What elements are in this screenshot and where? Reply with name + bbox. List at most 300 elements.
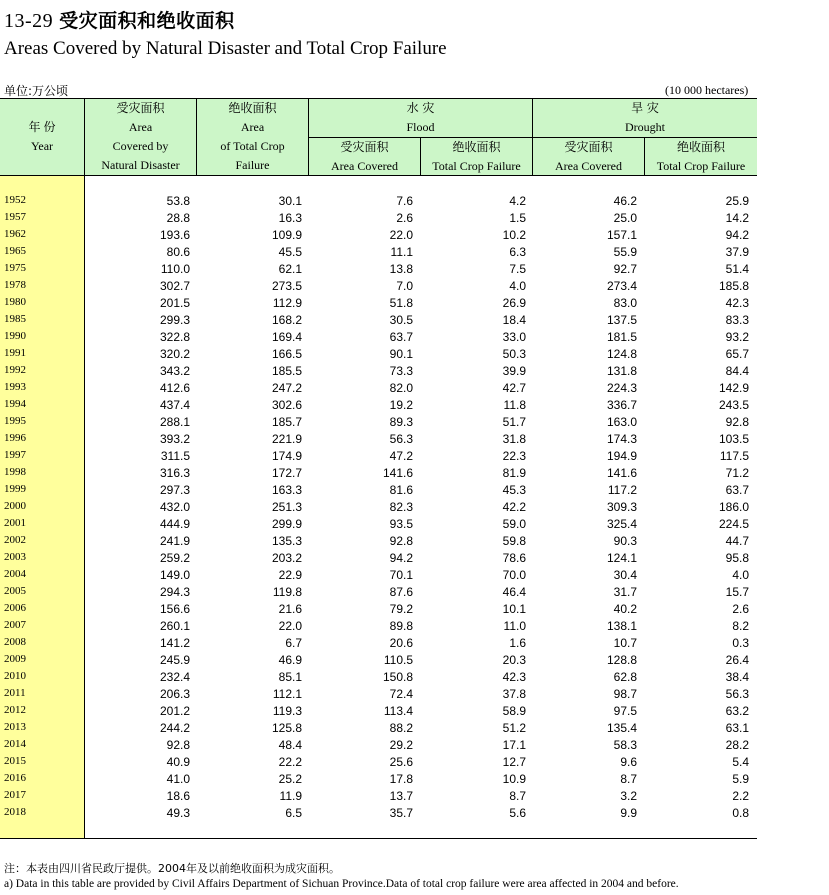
- failure-cell: 6.5: [285, 806, 302, 820]
- flood-covered-cell: 17.8: [389, 772, 413, 786]
- year-cell: 2009: [4, 653, 26, 665]
- drought-covered-cell: 224.3: [606, 381, 637, 395]
- drought-failure-cell: 92.8: [725, 415, 749, 429]
- drought-covered-cell: 273.4: [606, 279, 637, 293]
- header-drought-failure-en: Total Crop Failure: [656, 159, 746, 173]
- flood-covered-cell: 110.5: [383, 653, 413, 667]
- drought-failure-cell: 2.6: [732, 602, 749, 616]
- table-row: [0, 772, 757, 789]
- flood-covered-cell: 93.5: [389, 517, 413, 531]
- footnote-cn: 注：本表由四川省民政厅提供。2004年及以前绝收面积为成灾面积。: [4, 862, 340, 875]
- covered-cell: 40.9: [166, 755, 190, 769]
- flood-failure-cell: 20.3: [502, 653, 526, 667]
- drought-failure-cell: 142.9: [718, 381, 749, 395]
- flood-covered-cell: 113.4: [383, 704, 413, 718]
- covered-cell: 232.4: [159, 670, 190, 684]
- drought-covered-cell: 90.3: [613, 534, 637, 548]
- covered-cell: 316.3: [159, 466, 190, 480]
- covered-cell: 343.2: [159, 364, 190, 378]
- header-drought-covered: [533, 138, 644, 176]
- flood-failure-cell: 10.2: [502, 228, 526, 242]
- drought-covered-cell: 8.7: [620, 772, 637, 786]
- year-cell: 1965: [4, 245, 26, 257]
- header-drought-covered-en: Area Covered: [555, 159, 622, 173]
- year-cell: 2006: [4, 602, 26, 614]
- failure-cell: 22.9: [278, 568, 302, 582]
- failure-cell: 166.5: [271, 347, 302, 361]
- drought-failure-cell: 186.0: [718, 500, 749, 514]
- failure-cell: 30.1: [278, 194, 302, 208]
- table-row: [0, 330, 757, 347]
- flood-failure-cell: 5.6: [509, 806, 526, 820]
- failure-cell: 85.1: [278, 670, 302, 684]
- table-title-cn: [4, 6, 235, 33]
- year-cell: 2002: [4, 534, 26, 546]
- divider: [308, 137, 757, 138]
- covered-cell: 302.7: [159, 279, 190, 293]
- failure-cell: 112.9: [272, 296, 302, 310]
- covered-cell: 110.0: [160, 262, 190, 276]
- flood-covered-cell: 11.1: [390, 245, 413, 259]
- drought-failure-cell: 44.7: [725, 534, 749, 548]
- year-cell: 2000: [4, 500, 26, 512]
- covered-cell: 201.2: [159, 704, 190, 718]
- drought-covered-cell: 163.0: [606, 415, 637, 429]
- table-row: [0, 296, 757, 313]
- covered-cell: 156.6: [159, 602, 190, 616]
- flood-failure-cell: 51.7: [502, 415, 526, 429]
- failure-cell: 135.3: [271, 534, 302, 548]
- flood-covered-cell: 25.6: [389, 755, 413, 769]
- failure-cell: 119.3: [272, 704, 302, 718]
- year-cell: 1995: [4, 415, 26, 427]
- drought-covered-cell: 46.2: [613, 194, 637, 208]
- table-row: [0, 398, 757, 415]
- failure-cell: 169.4: [271, 330, 302, 344]
- drought-covered-cell: 131.8: [606, 364, 637, 378]
- flood-covered-cell: 20.6: [389, 636, 413, 650]
- flood-failure-cell: 26.9: [502, 296, 526, 310]
- drought-failure-cell: 0.8: [732, 806, 749, 820]
- year-cell: 1991: [4, 347, 26, 359]
- header-flood: [309, 99, 532, 137]
- year-cell: 2005: [4, 585, 26, 597]
- flood-covered-cell: 7.0: [396, 279, 413, 293]
- header-flood-failure: [421, 138, 532, 176]
- failure-cell: 302.6: [271, 398, 302, 412]
- flood-covered-cell: 19.2: [389, 398, 413, 412]
- failure-cell: 203.2: [271, 551, 302, 565]
- table-row: [0, 194, 757, 211]
- drought-failure-cell: 14.2: [725, 211, 749, 225]
- drought-failure-cell: 56.3: [725, 687, 749, 701]
- drought-covered-cell: 97.5: [613, 704, 637, 718]
- table-row: [0, 279, 757, 296]
- table-row: [0, 653, 757, 670]
- covered-cell: 288.1: [159, 415, 190, 429]
- table-row: [0, 602, 757, 619]
- covered-cell: 241.9: [159, 534, 190, 548]
- year-cell: 1994: [4, 398, 26, 410]
- flood-covered-cell: 79.2: [389, 602, 413, 616]
- table-row: [0, 789, 757, 806]
- flood-failure-cell: 12.7: [502, 755, 526, 769]
- table-row: [0, 568, 757, 585]
- table-bottom-rule: [0, 838, 757, 839]
- covered-cell: 141.2: [159, 636, 190, 650]
- drought-covered-cell: 92.7: [613, 262, 637, 276]
- table-top-rule: [0, 98, 757, 99]
- drought-covered-cell: 124.1: [606, 551, 637, 565]
- covered-cell: 412.6: [159, 381, 190, 395]
- flood-covered-cell: 90.1: [389, 347, 413, 361]
- year-cell: 1998: [4, 466, 26, 478]
- header-drought-en: Drought: [625, 120, 665, 134]
- drought-failure-cell: 8.2: [732, 619, 749, 633]
- flood-covered-cell: 73.3: [389, 364, 413, 378]
- covered-cell: 53.8: [166, 194, 190, 208]
- covered-cell: 201.5: [159, 296, 190, 310]
- flood-covered-cell: 88.2: [389, 721, 413, 735]
- year-cell: 1996: [4, 432, 26, 444]
- failure-cell: 48.4: [278, 738, 302, 752]
- flood-failure-cell: 4.2: [509, 194, 526, 208]
- year-cell: 1962: [4, 228, 26, 240]
- drought-covered-cell: 83.0: [613, 296, 637, 310]
- drought-failure-cell: 42.3: [725, 296, 749, 310]
- drought-failure-cell: 94.2: [725, 228, 749, 242]
- table-row: [0, 449, 757, 466]
- drought-covered-cell: 40.2: [613, 602, 637, 616]
- flood-covered-cell: 29.2: [389, 738, 413, 752]
- header-covered-en2: Covered by: [112, 139, 169, 153]
- covered-cell: 393.2: [159, 432, 190, 446]
- header-drought-covered-cn: 受灾面积: [564, 140, 613, 154]
- flood-failure-cell: 81.9: [502, 466, 526, 480]
- table-row: [0, 619, 757, 636]
- covered-cell: 259.2: [159, 551, 190, 565]
- failure-cell: 11.9: [279, 789, 302, 803]
- year-cell: 1985: [4, 313, 26, 325]
- failure-cell: 163.3: [271, 483, 302, 497]
- covered-cell: 149.0: [159, 568, 190, 582]
- header-failure-en3: Failure: [235, 158, 270, 172]
- covered-cell: 260.1: [159, 619, 190, 633]
- failure-cell: 109.9: [271, 228, 302, 242]
- title-cn-text: 受灾面积和绝收面积: [59, 10, 235, 32]
- flood-covered-cell: 2.6: [396, 211, 413, 225]
- failure-cell: 16.3: [278, 211, 302, 225]
- header-failure-cn: 绝收面积: [228, 101, 277, 115]
- failure-cell: 273.5: [271, 279, 302, 293]
- drought-failure-cell: 63.1: [725, 721, 749, 735]
- drought-covered-cell: 31.7: [613, 585, 637, 599]
- drought-failure-cell: 28.2: [725, 738, 749, 752]
- header-year: [0, 99, 84, 176]
- flood-failure-cell: 42.2: [502, 500, 526, 514]
- drought-failure-cell: 185.8: [718, 279, 749, 293]
- failure-cell: 251.3: [271, 500, 302, 514]
- table-row: [0, 517, 757, 534]
- drought-covered-cell: 336.7: [606, 398, 637, 412]
- divider: [196, 99, 197, 176]
- drought-covered-cell: 194.9: [606, 449, 637, 463]
- drought-covered-cell: 9.9: [620, 806, 637, 820]
- table-row: [0, 211, 757, 228]
- table-row: [0, 806, 757, 823]
- flood-failure-cell: 58.9: [502, 704, 526, 718]
- drought-failure-cell: 83.3: [725, 313, 749, 327]
- flood-covered-cell: 82.0: [389, 381, 413, 395]
- drought-covered-cell: 10.7: [613, 636, 637, 650]
- flood-failure-cell: 11.0: [503, 619, 526, 633]
- header-failure-en1: Area: [240, 120, 265, 134]
- failure-cell: 247.2: [271, 381, 302, 395]
- year-cell: 2014: [4, 738, 26, 750]
- failure-cell: 221.9: [271, 432, 302, 446]
- failure-cell: 46.9: [278, 653, 302, 667]
- year-cell: 2012: [4, 704, 26, 716]
- drought-failure-cell: 25.9: [725, 194, 749, 208]
- table-row: [0, 415, 757, 432]
- flood-failure-cell: 78.6: [502, 551, 526, 565]
- header-failure-en2: of Total Crop: [220, 139, 285, 153]
- flood-covered-cell: 87.6: [389, 585, 413, 599]
- year-cell: 2007: [4, 619, 26, 631]
- flood-covered-cell: 81.6: [389, 483, 413, 497]
- flood-failure-cell: 42.7: [502, 381, 526, 395]
- covered-cell: 299.3: [159, 313, 190, 327]
- flood-failure-cell: 31.8: [502, 432, 526, 446]
- flood-failure-cell: 50.3: [502, 347, 526, 361]
- covered-cell: 297.3: [159, 483, 190, 497]
- header-flood-en: Flood: [406, 120, 435, 134]
- flood-failure-cell: 4.0: [509, 279, 526, 293]
- failure-cell: 112.1: [272, 687, 302, 701]
- drought-covered-cell: 138.1: [606, 619, 637, 633]
- table-row: [0, 483, 757, 500]
- flood-failure-cell: 11.8: [503, 398, 526, 412]
- covered-cell: 294.3: [159, 585, 190, 599]
- drought-covered-cell: 128.8: [606, 653, 637, 667]
- table-row: [0, 534, 757, 551]
- covered-cell: 18.6: [166, 789, 190, 803]
- table-row: [0, 466, 757, 483]
- flood-covered-cell: 89.8: [389, 619, 413, 633]
- flood-covered-cell: 22.0: [389, 228, 413, 242]
- table-row: [0, 721, 757, 738]
- drought-failure-cell: 51.4: [725, 262, 749, 276]
- covered-cell: 444.9: [159, 517, 190, 531]
- flood-covered-cell: 47.2: [389, 449, 413, 463]
- covered-cell: 245.9: [159, 653, 190, 667]
- divider: [644, 137, 645, 176]
- covered-cell: 193.6: [159, 228, 190, 242]
- failure-cell: 185.7: [271, 415, 302, 429]
- flood-failure-cell: 39.9: [502, 364, 526, 378]
- drought-failure-cell: 84.4: [725, 364, 749, 378]
- drought-failure-cell: 71.2: [725, 466, 749, 480]
- flood-failure-cell: 17.1: [502, 738, 526, 752]
- drought-covered-cell: 98.7: [613, 687, 637, 701]
- header-covered-cn: 受灾面积: [116, 101, 165, 115]
- header-drought-cn: 旱 灾: [631, 101, 659, 115]
- flood-failure-cell: 6.3: [509, 245, 526, 259]
- drought-failure-cell: 15.7: [725, 585, 749, 599]
- failure-cell: 119.8: [272, 585, 302, 599]
- drought-covered-cell: 30.4: [613, 568, 637, 582]
- header-flood-failure-cn: 绝收面积: [452, 140, 501, 154]
- header-drought-failure-cn: 绝收面积: [676, 140, 725, 154]
- year-cell: 2003: [4, 551, 26, 563]
- drought-covered-cell: 62.8: [613, 670, 637, 684]
- year-cell: 1978: [4, 279, 26, 291]
- drought-covered-cell: 58.3: [613, 738, 637, 752]
- failure-cell: 172.7: [271, 466, 302, 480]
- year-cell: 2018: [4, 806, 26, 818]
- drought-failure-cell: 103.5: [718, 432, 749, 446]
- year-cell: 1992: [4, 364, 26, 376]
- year-cell: 1993: [4, 381, 26, 393]
- table-row: [0, 585, 757, 602]
- flood-failure-cell: 1.5: [509, 211, 526, 225]
- flood-failure-cell: 18.4: [502, 313, 526, 327]
- failure-cell: 22.0: [278, 619, 302, 633]
- drought-failure-cell: 243.5: [718, 398, 749, 412]
- header-flood-covered-cn: 受灾面积: [340, 140, 389, 154]
- drought-failure-cell: 38.4: [725, 670, 749, 684]
- drought-failure-cell: 224.5: [718, 517, 749, 531]
- year-cell: 2001: [4, 517, 26, 529]
- drought-covered-cell: 141.6: [606, 466, 637, 480]
- drought-covered-cell: 25.0: [613, 211, 637, 225]
- drought-failure-cell: 26.4: [725, 653, 749, 667]
- year-cell: 1980: [4, 296, 26, 308]
- drought-failure-cell: 93.2: [725, 330, 749, 344]
- header-year-en: Year: [30, 139, 54, 153]
- flood-failure-cell: 8.7: [509, 789, 526, 803]
- covered-cell: 322.8: [159, 330, 190, 344]
- flood-failure-cell: 45.3: [502, 483, 526, 497]
- drought-failure-cell: 4.0: [732, 568, 749, 582]
- footnote-en: a) Data in this table are provided by Civil Affairs Department of Sichuan Province.Data of total crop failure were area affected in 2004 and before.: [4, 878, 679, 890]
- drought-failure-cell: 65.7: [725, 347, 749, 361]
- covered-cell: 41.0: [166, 772, 190, 786]
- drought-failure-cell: 63.7: [725, 483, 749, 497]
- year-cell: 2008: [4, 636, 26, 648]
- year-cell: 1999: [4, 483, 26, 495]
- failure-cell: 45.5: [278, 245, 302, 259]
- covered-cell: 320.2: [159, 347, 190, 361]
- year-cell: 2011: [4, 687, 26, 699]
- header-failure: [197, 99, 308, 176]
- flood-covered-cell: 7.6: [396, 194, 413, 208]
- flood-failure-cell: 10.9: [502, 772, 526, 786]
- year-cell: 2017: [4, 789, 26, 801]
- drought-covered-cell: 157.1: [606, 228, 637, 242]
- failure-cell: 299.9: [271, 517, 302, 531]
- table-header-rule: [0, 175, 757, 176]
- flood-failure-cell: 70.0: [502, 568, 526, 582]
- flood-covered-cell: 63.7: [389, 330, 413, 344]
- table-row: [0, 381, 757, 398]
- flood-covered-cell: 94.2: [389, 551, 413, 565]
- flood-failure-cell: 22.3: [502, 449, 526, 463]
- drought-covered-cell: 9.6: [620, 755, 637, 769]
- drought-covered-cell: 3.2: [620, 789, 637, 803]
- drought-covered-cell: 135.4: [606, 721, 637, 735]
- header-drought-failure: [645, 138, 757, 176]
- header-covered-en3: Natural Disaster: [101, 158, 180, 172]
- table-row: [0, 228, 757, 245]
- covered-cell: 432.0: [159, 500, 190, 514]
- year-cell: 1957: [4, 211, 26, 223]
- drought-failure-cell: 63.2: [725, 704, 749, 718]
- drought-failure-cell: 117.5: [719, 449, 749, 463]
- drought-failure-cell: 2.2: [732, 789, 749, 803]
- flood-covered-cell: 13.7: [389, 789, 413, 803]
- flood-failure-cell: 7.5: [509, 262, 526, 276]
- table-row: [0, 670, 757, 687]
- drought-failure-cell: 0.3: [732, 636, 749, 650]
- drought-failure-cell: 37.9: [725, 245, 749, 259]
- drought-covered-cell: 325.4: [606, 517, 637, 531]
- flood-covered-cell: 70.1: [389, 568, 413, 582]
- drought-covered-cell: 137.5: [606, 313, 637, 327]
- year-cell: 2004: [4, 568, 26, 580]
- flood-covered-cell: 13.8: [389, 262, 413, 276]
- header-drought: [533, 99, 757, 137]
- flood-covered-cell: 72.4: [389, 687, 413, 701]
- covered-cell: 437.4: [159, 398, 190, 412]
- covered-cell: 80.6: [166, 245, 190, 259]
- year-cell: 1990: [4, 330, 26, 342]
- flood-covered-cell: 89.3: [389, 415, 413, 429]
- flood-covered-cell: 150.8: [382, 670, 413, 684]
- flood-failure-cell: 1.6: [509, 636, 526, 650]
- year-cell: 2010: [4, 670, 26, 682]
- flood-failure-cell: 33.0: [502, 330, 526, 344]
- drought-covered-cell: 124.8: [606, 347, 637, 361]
- flood-covered-cell: 51.8: [389, 296, 413, 310]
- failure-cell: 22.2: [278, 755, 302, 769]
- flood-failure-cell: 46.4: [502, 585, 526, 599]
- year-cell: 1975: [4, 262, 26, 274]
- header-flood-covered-en: Area Covered: [331, 159, 398, 173]
- covered-cell: 206.3: [159, 687, 190, 701]
- year-cell: 2015: [4, 755, 26, 767]
- drought-covered-cell: 55.9: [613, 245, 637, 259]
- header-year-cn: 年 份: [28, 120, 56, 134]
- drought-failure-cell: 95.8: [725, 551, 749, 565]
- table-row: [0, 432, 757, 449]
- table-row: [0, 364, 757, 381]
- flood-failure-cell: 10.1: [502, 602, 526, 616]
- table-row: [0, 313, 757, 330]
- table-row: [0, 755, 757, 772]
- covered-cell: 244.2: [159, 721, 190, 735]
- table-row: [0, 738, 757, 755]
- divider: [420, 137, 421, 176]
- failure-cell: 25.2: [278, 772, 302, 786]
- drought-failure-cell: 5.9: [732, 772, 749, 786]
- drought-covered-cell: 117.2: [607, 483, 637, 497]
- year-cell: 1997: [4, 449, 26, 461]
- table-row: [0, 687, 757, 704]
- failure-cell: 185.5: [271, 364, 302, 378]
- header-covered: [85, 99, 196, 176]
- header-covered-en1: Area: [128, 120, 153, 134]
